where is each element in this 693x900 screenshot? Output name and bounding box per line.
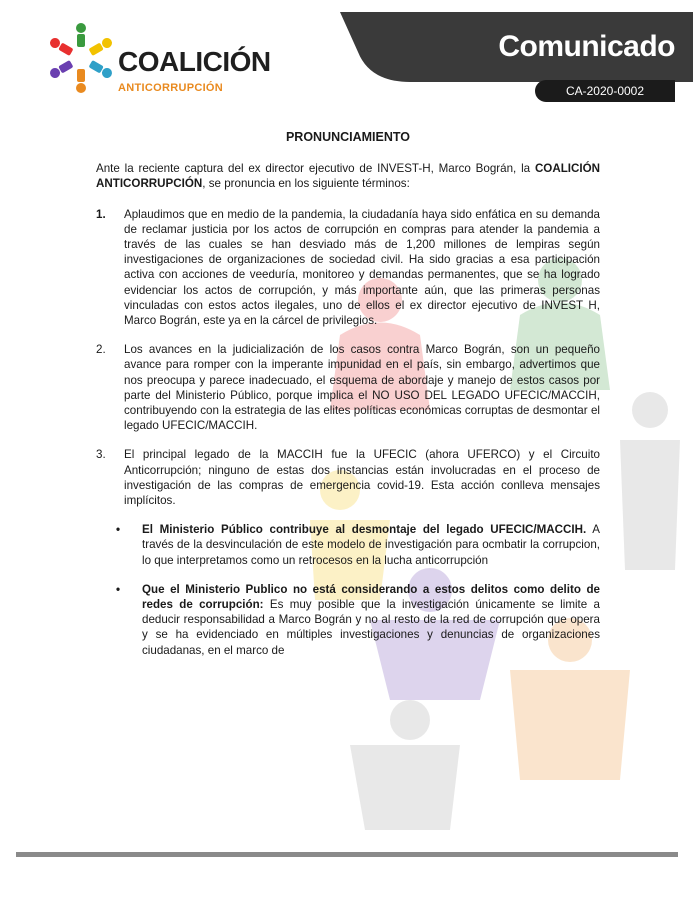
bullet-bold-text: Que el Ministerio Publico no está considerando a estos delitos como delito de redes de corrupción: bbox=[142, 582, 600, 612]
item-text: Aplaudimos que en medio de la pandemia, la ciudadanía haya sido enfática en su demanda de reclamar justicia por los actos de corrupción en compras para atender la pandemia a través de las cuales se han desviado más de 1,200 millones de lempiras según investigaciones de organizaciones de sociedad civil. Ha sido gracias a esa participación activa con acciones de veeduría, monitoreo y demandas permanentes, que se ha logrado evidenciar los actos de corrupción, y más importante aún, que las primeras personas vinculadas con estos actos ilegales, uno de ellos el ex director ejecutivo de INVEST H, Marco Bográn, este ya en la cárcel de privilegios. bbox=[124, 207, 600, 328]
document-code: CA-2020-0002 bbox=[565, 84, 645, 98]
bullet-bold-text: El Ministerio Público contribuye al desmontaje del legado UFECIC/MACCIH. bbox=[142, 523, 587, 537]
bullet-text: Es muy posible que la investigación únicamente se limite a deducir responsabilidad a Marco Bográn y no al resto de la red de corrupción que opera y se ha evidenciado en múltiples investigaciones y denuncias de organizaciones ciudadanas, en el marco de bbox=[142, 598, 600, 657]
numbered-item bbox=[96, 342, 600, 433]
item-number: 2. bbox=[96, 343, 106, 357]
intro-text-post: , se pronuncia en los siguiente términos: bbox=[202, 177, 410, 191]
numbered-item bbox=[96, 207, 600, 329]
document-type-title: Comunicado bbox=[498, 30, 675, 63]
intro-text-pre: Ante la reciente captura del ex director ejecutivo de INVEST-H, Marco Bográn, la bbox=[96, 162, 535, 176]
people-ring-logo-icon bbox=[48, 16, 114, 104]
intro-paragraph bbox=[96, 161, 600, 191]
bullet-item bbox=[96, 582, 600, 658]
item-number: 3. bbox=[96, 448, 106, 462]
bullet-text: A través de la desvinculación de este modelo de investigación para ocmbatir la corrupcion, lo que interpretamos como un retrocesos en la lucha anticorrupción bbox=[142, 523, 600, 567]
bullet-list bbox=[96, 522, 600, 658]
header-band bbox=[340, 12, 693, 100]
document-heading: PRONUNCIAMIENTO bbox=[285, 130, 411, 144]
numbered-item bbox=[96, 447, 600, 508]
document-code-badge bbox=[535, 80, 675, 102]
item-text: Los avances en la judicialización de los casos contra Marco Bográn, son un pequeño avance para romper con la imperante impunidad en el país, sin embargo, advertimos que nos preocupa y parece inadecuado, el esquema de abordaje y manejo de estos casos por parte del Ministerio Público, porque implica el NO USO DEL LEGADO UFECIC/MACCIH, contribuyendo con la estrategia de las elites políticas económicas corruptas de desmontar el legado UFECIC/MACCIH. bbox=[124, 343, 600, 433]
bullet-dot: • bbox=[116, 582, 121, 596]
item-text: El principal legado de la MACCIH fue la UFECIC (ahora UFERCO) y el Circuito Anticorrupción; ninguno de estas dos instancias están involucradas en el proceso de investigación de las compras de emergencia covid-19. Esta acción conlleva mensajes implícitos. bbox=[124, 448, 600, 508]
document-body bbox=[96, 130, 600, 672]
intro-coalition-name: COALICIÓN ANTICORRUPCIÓN bbox=[96, 162, 600, 191]
logo-title: COALICIÓN bbox=[118, 46, 271, 77]
item-number: 1. bbox=[96, 207, 106, 221]
bullet-dot: • bbox=[116, 523, 121, 537]
coalition-logo bbox=[48, 16, 271, 106]
bullet-item bbox=[96, 522, 600, 568]
logo-subtitle: ANTICORRUPCIÓN bbox=[118, 82, 224, 94]
footer-divider bbox=[16, 852, 678, 857]
